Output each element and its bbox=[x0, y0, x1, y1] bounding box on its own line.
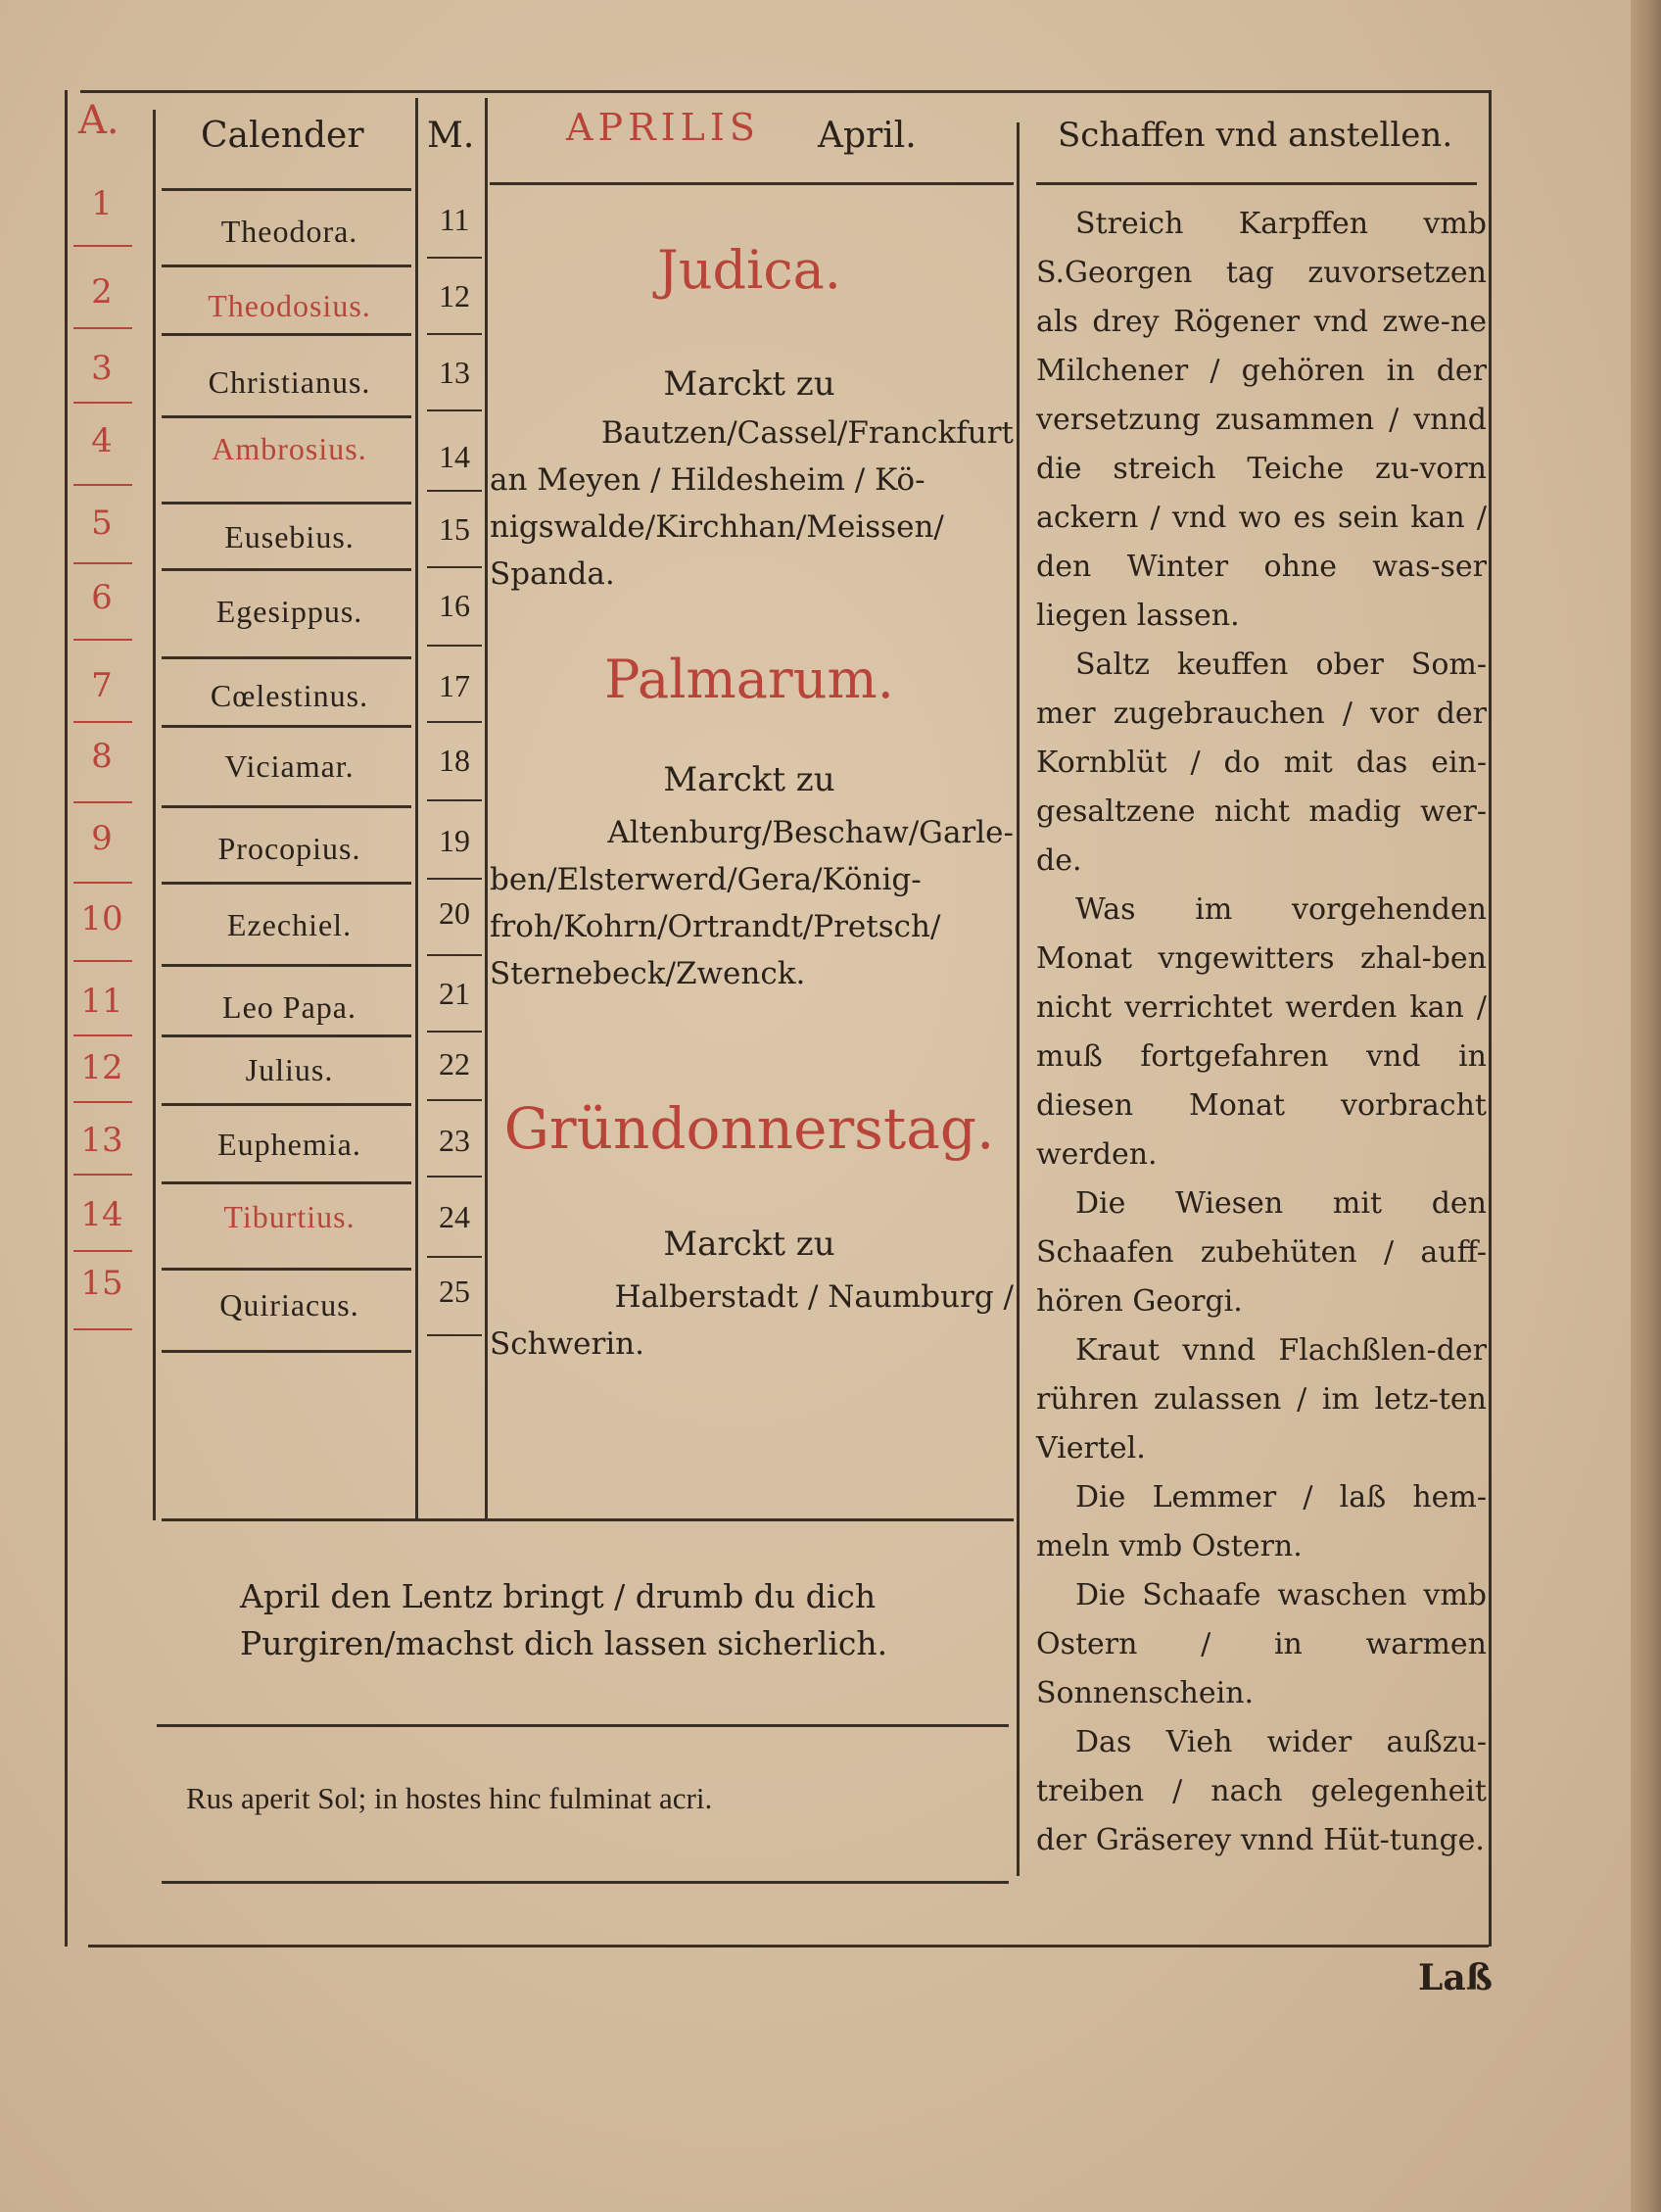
row-rule bbox=[162, 333, 411, 336]
moon-number: 17 bbox=[439, 668, 470, 703]
calendar-header: Calender bbox=[201, 116, 364, 156]
verse-top-rule bbox=[162, 1518, 1014, 1521]
saint-name: Tiburtius. bbox=[223, 1199, 356, 1234]
saint-name: Cœlestinus. bbox=[210, 678, 369, 713]
market-heading-1: Marckt zu bbox=[663, 364, 835, 404]
day-tick bbox=[73, 801, 132, 803]
moon-rule bbox=[427, 878, 482, 880]
saint-name: Ezechiel. bbox=[226, 907, 353, 942]
moon-rule bbox=[427, 799, 482, 801]
saint-name: Julius. bbox=[245, 1052, 334, 1087]
moon-rule bbox=[427, 1334, 482, 1336]
row-rule bbox=[162, 1350, 411, 1353]
day-number: 10 bbox=[80, 899, 123, 938]
day-tick bbox=[73, 484, 132, 486]
day-tick bbox=[73, 721, 132, 723]
saint-name: Egesippus. bbox=[215, 594, 363, 629]
row-rule bbox=[162, 964, 411, 967]
calendar-left-rule bbox=[153, 110, 156, 1520]
moon-rule bbox=[427, 1176, 482, 1178]
instruction-paragraph: Die Lemmer / laß hem-meln vmb Ostern. bbox=[1036, 1480, 1487, 1563]
row-rule bbox=[162, 264, 411, 267]
work-header: Schaffen vnd anstellen. bbox=[1058, 116, 1453, 155]
moon-number: 19 bbox=[439, 823, 470, 858]
moon-number: 14 bbox=[439, 439, 470, 474]
sunday-judica: Judica. bbox=[657, 239, 841, 301]
instruction-paragraph: Kraut vnnd Flachßlen-der rühren zulassen / im letz-ten Viertel. bbox=[1036, 1333, 1487, 1466]
month-german-title: April. bbox=[818, 116, 917, 156]
moon-number: 11 bbox=[439, 202, 470, 237]
day-tick bbox=[73, 1174, 132, 1176]
saint-name: Quiriacus. bbox=[219, 1287, 359, 1322]
moon-rule bbox=[427, 409, 482, 411]
markets-palmarum bbox=[490, 809, 1014, 997]
moon-number: 23 bbox=[439, 1123, 470, 1158]
sunday-palmarum: Palmarum. bbox=[604, 649, 894, 710]
day-tick bbox=[73, 1101, 132, 1103]
column-letter-header: A. bbox=[78, 98, 119, 143]
moon-number: 20 bbox=[439, 895, 470, 931]
saint-name: Leo Papa. bbox=[222, 989, 356, 1025]
day-tick bbox=[73, 882, 132, 884]
moon-number: 12 bbox=[439, 278, 470, 313]
header-rule-mid bbox=[490, 182, 1014, 185]
verse-line: April den Lentz bringt / drumb du dich bbox=[240, 1577, 877, 1615]
moon-number: 22 bbox=[439, 1046, 470, 1082]
market-line: an Meyen / Hildesheim / Kö- bbox=[490, 462, 925, 498]
saint-name: Euphemia. bbox=[217, 1127, 361, 1162]
moon-rule bbox=[427, 954, 482, 956]
catchword: Laß bbox=[1418, 1957, 1493, 1998]
moon-left-rule bbox=[415, 98, 418, 1518]
row-rule bbox=[162, 502, 411, 505]
row-rule bbox=[162, 1268, 411, 1271]
row-rule bbox=[162, 656, 411, 659]
row-rule bbox=[162, 805, 411, 808]
market-line: Halberstadt / Naumburg / bbox=[614, 1279, 1014, 1315]
row-rule bbox=[162, 1034, 411, 1037]
instruction-paragraph: Das Vieh wider außzu-treiben / nach gelegenheit der Gräserey vnnd Hüt-tunge. bbox=[1036, 1725, 1487, 1857]
market-heading-3: Marckt zu bbox=[663, 1225, 835, 1264]
verse-mid-rule bbox=[157, 1724, 1009, 1727]
moon-rule bbox=[427, 333, 482, 335]
row-rule bbox=[162, 1103, 411, 1106]
moon-number: 15 bbox=[439, 511, 470, 547]
market-line: froh/Kohrn/Ortrandt/Pretsch/ bbox=[490, 909, 941, 944]
day-number: 2 bbox=[91, 272, 113, 312]
saint-name: Viciamar. bbox=[224, 748, 355, 784]
market-line: Schwerin. bbox=[490, 1326, 644, 1362]
day-number: 1 bbox=[91, 184, 113, 223]
saint-name: Ambrosius. bbox=[212, 431, 367, 466]
row-rule bbox=[162, 882, 411, 885]
moon-number: 13 bbox=[439, 355, 470, 390]
day-number: 8 bbox=[91, 737, 113, 776]
instruction-paragraph: Was im vorgehenden Monat vngewitters zhal-ben nicht verrichtet werden kan / muß fortgefahren vnd in diesen Monat vorbracht werden. bbox=[1036, 892, 1487, 1172]
day-number: 14 bbox=[80, 1195, 123, 1234]
market-line: Altenburg/Beschaw/Garle- bbox=[607, 815, 1014, 850]
day-number: 4 bbox=[91, 421, 113, 460]
moon-rule bbox=[427, 257, 482, 259]
day-tick bbox=[73, 639, 132, 641]
moon-rule bbox=[427, 1256, 482, 1258]
header-rule-cal bbox=[162, 188, 411, 191]
moon-header: M. bbox=[427, 116, 475, 156]
day-tick bbox=[73, 402, 132, 404]
verse-latin: Rus aperit Sol; in hostes hinc fulminat acri. bbox=[186, 1781, 713, 1815]
market-line: nigswalde/Kirchhan/Meissen/ bbox=[490, 509, 944, 545]
instruction-paragraph: Die Schaafe waschen vmb Ostern / in warmen Sonnenschein. bbox=[1036, 1578, 1487, 1710]
market-line: ben/Elsterwerd/Gera/König- bbox=[490, 862, 922, 897]
moon-rule bbox=[427, 645, 482, 647]
saint-name: Eusebius. bbox=[224, 519, 355, 554]
day-number: 7 bbox=[91, 666, 113, 705]
day-tick bbox=[73, 562, 132, 564]
saint-name: Theodosius. bbox=[208, 288, 371, 323]
moon-rule bbox=[427, 1031, 482, 1033]
month-latin-title: APRILIS bbox=[566, 106, 760, 149]
verse-line: Purgiren/machst dich lassen sicherlich. bbox=[240, 1624, 888, 1662]
header-rule-right bbox=[1036, 182, 1477, 185]
frame-bottom-rule bbox=[88, 1945, 1489, 1948]
row-rule bbox=[162, 415, 411, 418]
day-number: 5 bbox=[91, 504, 113, 543]
day-tick bbox=[73, 960, 132, 962]
instruction-paragraph: Saltz keuffen ober Som-mer zugebrauchen / vor der Kornblüt / do mit das ein-gesaltzene nicht madig wer-de. bbox=[1036, 648, 1487, 878]
frame-right-rule bbox=[1489, 90, 1492, 1947]
day-number: 11 bbox=[80, 982, 123, 1021]
day-tick bbox=[73, 1034, 132, 1036]
market-line: Spanda. bbox=[490, 556, 615, 592]
market-heading-2: Marckt zu bbox=[663, 760, 835, 799]
moon-number: 24 bbox=[439, 1199, 470, 1234]
row-rule bbox=[162, 568, 411, 571]
frame-top-rule bbox=[80, 90, 1491, 93]
moon-rule bbox=[427, 490, 482, 492]
day-number: 9 bbox=[91, 819, 113, 858]
market-line: Bautzen/Cassel/Franckfurt bbox=[600, 415, 1014, 451]
day-number: 12 bbox=[80, 1048, 123, 1087]
day-tick bbox=[73, 245, 132, 247]
market-line: Sternebeck/Zwenck. bbox=[490, 956, 806, 991]
moon-right-rule bbox=[485, 98, 488, 1518]
instruction-paragraph: Streich Karpffen vmb S.Georgen tag zuvorsetzen als drey Rögener vnd zwe-ne Milchener / gehören in der versetzung zusammen / vnnd die streich Teiche zu-vorn ackern / vnd wo es sein kan / den Winter ohne was-ser liegen lassen. bbox=[1036, 207, 1487, 633]
day-number: 13 bbox=[80, 1121, 123, 1160]
moon-number: 16 bbox=[439, 588, 470, 623]
moon-rule bbox=[427, 1099, 482, 1101]
day-number: 3 bbox=[91, 349, 113, 388]
saint-name: Procopius. bbox=[217, 831, 361, 866]
markets-judica bbox=[490, 409, 1014, 598]
saint-name: Christianus. bbox=[208, 364, 371, 400]
moon-rule bbox=[427, 721, 482, 723]
day-number: 6 bbox=[91, 578, 113, 617]
moon-number: 18 bbox=[439, 743, 470, 778]
markets-gruendonnerstag bbox=[490, 1274, 1014, 1368]
row-rule bbox=[162, 725, 411, 728]
book-spine bbox=[1631, 0, 1661, 2212]
work-left-rule bbox=[1017, 122, 1020, 1876]
verse-bottom-rule bbox=[162, 1881, 1009, 1884]
holiday-gruendonnerstag: Gründonnerstag. bbox=[503, 1095, 995, 1162]
work-instructions bbox=[1036, 200, 1487, 1865]
moon-number: 25 bbox=[439, 1274, 470, 1309]
row-rule bbox=[162, 1181, 411, 1184]
day-tick bbox=[73, 1250, 132, 1252]
moon-number: 21 bbox=[439, 976, 470, 1011]
day-tick bbox=[73, 1328, 132, 1330]
day-tick bbox=[73, 327, 132, 329]
verse-german bbox=[240, 1573, 887, 1667]
day-number: 15 bbox=[80, 1264, 123, 1303]
instruction-paragraph: Die Wiesen mit den Schaafen zubehüten / auff-hören Georgi. bbox=[1036, 1186, 1487, 1319]
saint-name: Theodora. bbox=[220, 214, 358, 249]
moon-rule bbox=[427, 566, 482, 568]
